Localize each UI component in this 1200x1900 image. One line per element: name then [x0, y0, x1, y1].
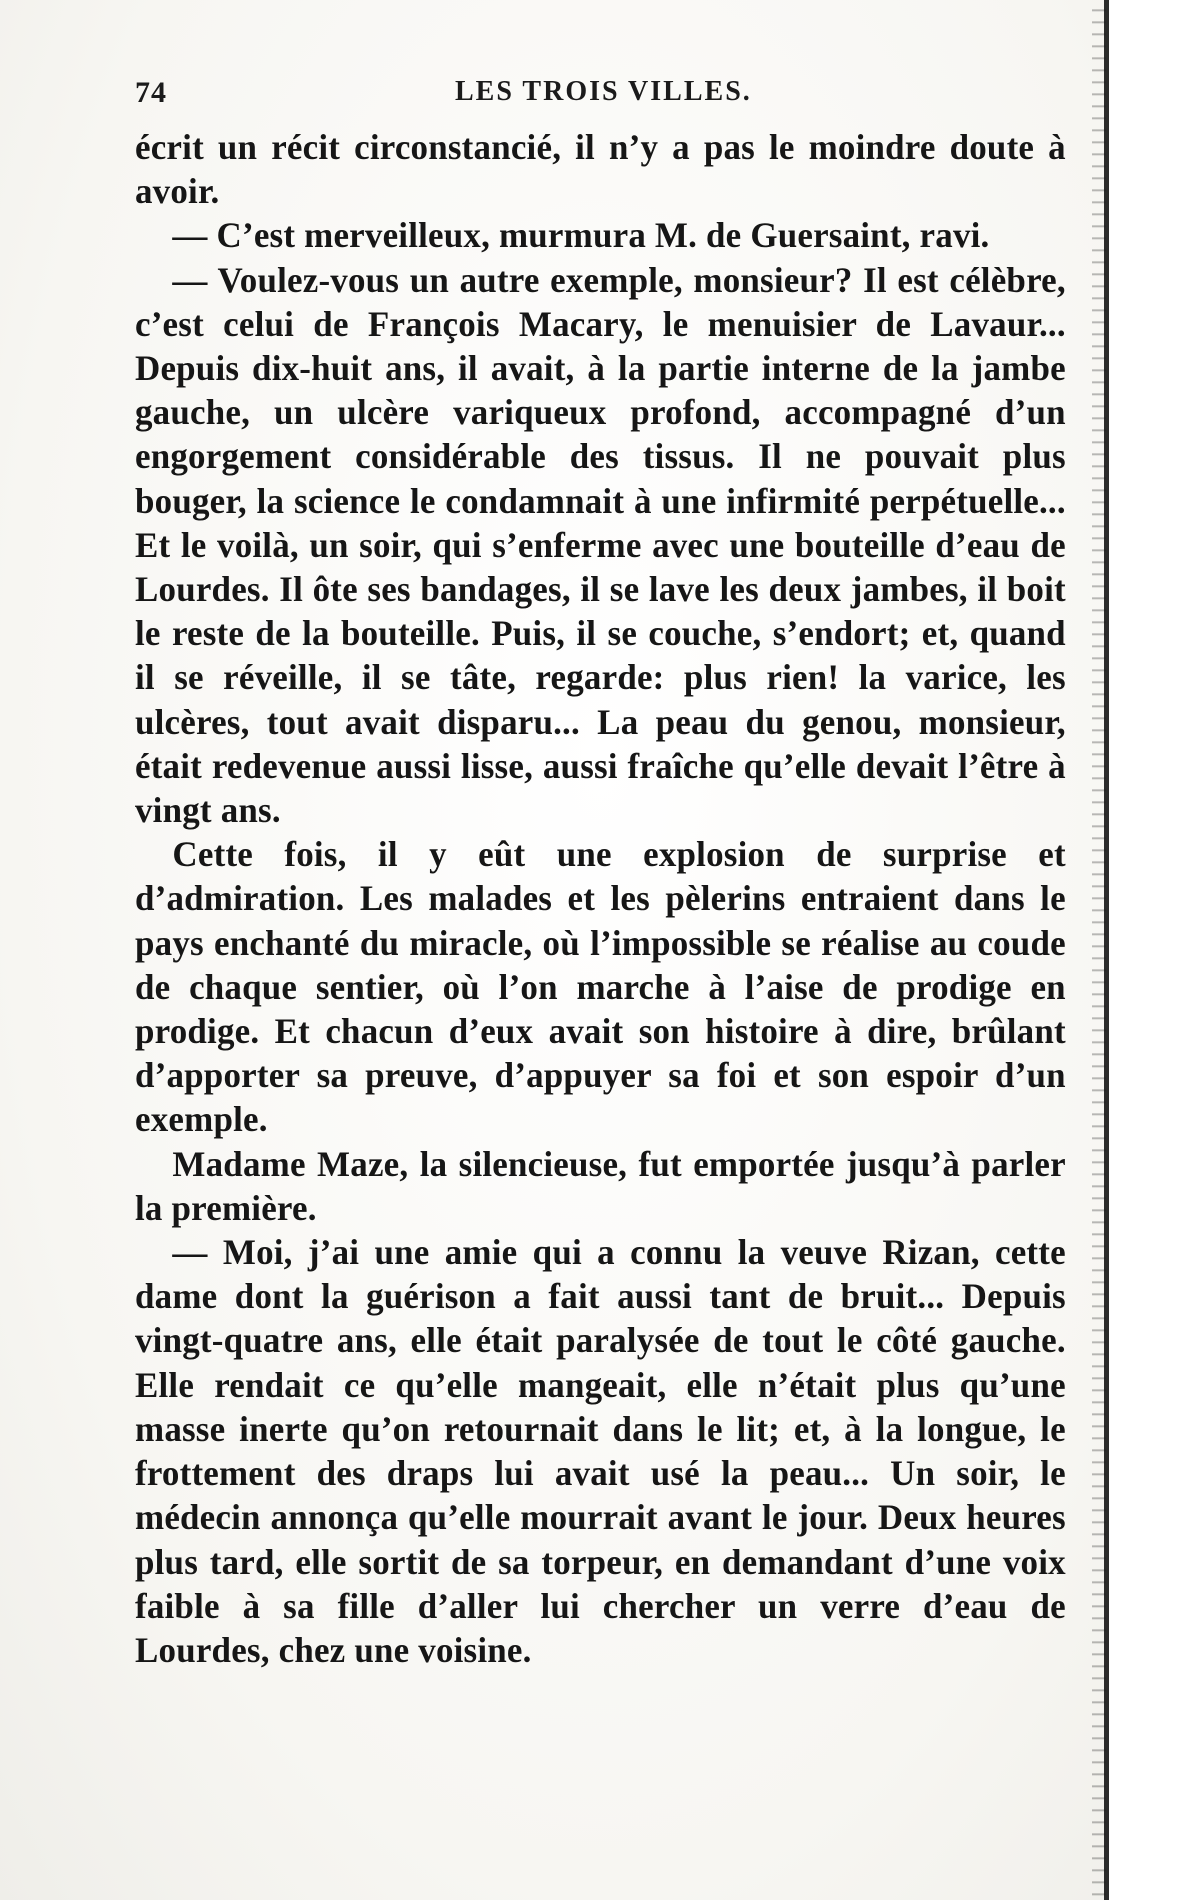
paragraph: — C’est merveilleux, murmura M. de Guersaint, ravi. [172, 215, 990, 256]
page-margin-strip [1109, 0, 1200, 1900]
paragraph: écrit un récit circonstancié, il n’y a pas le moindre doute à avoir. [135, 127, 1066, 212]
paragraph: — Voulez-vous un autre exemple, monsieur? Il est célèbre, c’est celui de François Macary, le menuisier de Lavaur... Depuis dix-huit ans, il avait, à la partie interne de la jambe gauche, un ulcère variqueux profond, accompagné d’un engorgement considérable des tissus. Il ne pouvait plus bouger, la science le condamnait à une infirmité perpétuelle... Et le voilà, un soir, qui s’enferme avec une bouteille d’eau de Lourdes. Il ôte ses bandages, il se lave les deux jambes, il boit le reste de la bouteille. Puis, il se couche, s’endort; et, quand il se réveille, il se tâte, regarde: plus rien! la varice, les ulcères, tout avait disparu... La peau du genou, monsieur, était redevenue aussi lisse, aussi fraîche qu’elle devait l’être à vingt ans. [135, 259, 1066, 831]
page-header [135, 76, 1075, 116]
paragraph: Cette fois, il y eût une explosion de surprise et d’admiration. Les malades et les pèlerins entraient dans le pays enchanté du miracle, où l’impossible se réalise au coude de chaque sentier, où l’on marche à l’aise de prodige en prodige. Et chacun d’eux avait son histoire à dire, brûlant d’apporter sa preuve, d’appuyer sa foi et son espoir d’un exemple. [135, 834, 1066, 1140]
page-number: 74 [135, 76, 167, 109]
body-text [135, 125, 1066, 1672]
paragraph: Madame Maze, la silencieuse, fut emportée jusqu’à parler la première. [135, 1143, 1066, 1228]
running-title: LES TROIS VILLES. [455, 76, 752, 107]
paragraph: — Moi, j’ai une amie qui a connu la veuve Rizan, cette dame dont la guérison a fait aussi tant de bruit... Depuis vingt-quatre ans, elle était paralysée de tout le côté gauche. Elle rendait ce qu’elle mangeait, elle n’était plus qu’une masse inerte qu’on retournait dans le lit; et, à la longue, le frottement des draps lui avait usé la peau... Un soir, le médecin annonça qu’elle mourrait avant le jour. Deux heures plus tard, elle sortit de sa torpeur, en demandant d’une voix faible à sa fille d’aller lui chercher un verre d’eau de Lourdes, chez une voisine. [135, 1232, 1066, 1670]
